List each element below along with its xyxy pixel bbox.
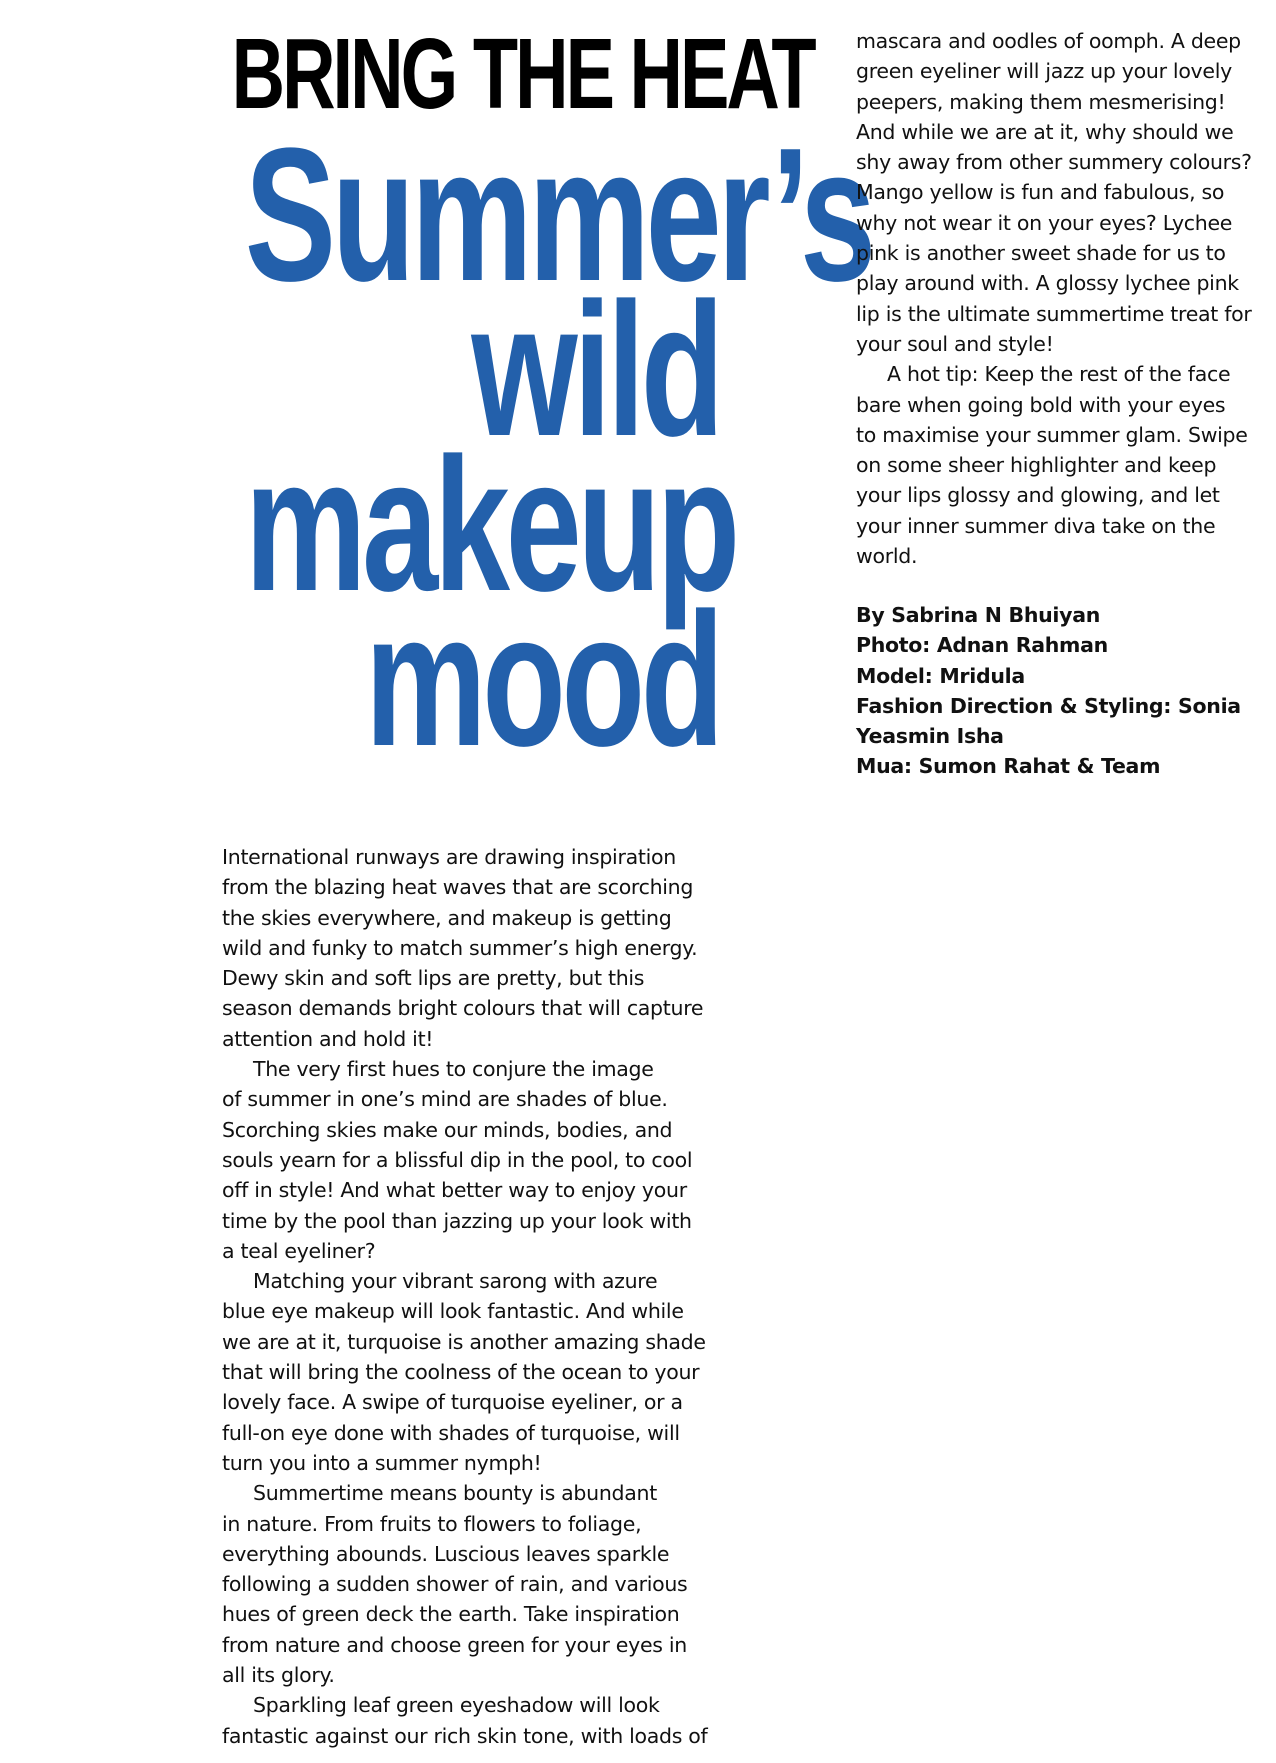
credit-line: Mua: Sumon Rahat & Team xyxy=(856,754,1161,779)
body-text-line: lovely face. A swipe of turquoise eyeliner, or a xyxy=(222,1390,683,1415)
body-text-line: all its glory. xyxy=(222,1663,335,1688)
headline-block xyxy=(60,18,872,786)
body-text-line: The very first hues to conjure the image xyxy=(253,1057,654,1082)
body-text-line: to maximise your summer glam. Swipe xyxy=(856,422,1248,447)
body-text-line: time by the pool than jazzing up your look with xyxy=(222,1208,692,1233)
body-text-line: peepers, making them mesmerising! xyxy=(856,89,1226,114)
body-text-line: A hot tip: Keep the rest of the face xyxy=(887,362,1231,387)
body-text-line: why not wear it on your eyes? Lychee xyxy=(856,210,1233,235)
title-line: wild xyxy=(471,264,720,476)
body-text-line: Dewy skin and soft lips are pretty, but this xyxy=(222,966,645,991)
credit-line: Model: Mridula xyxy=(856,663,1025,688)
body-text-line: Summertime means bounty is abundant xyxy=(253,1481,657,1506)
body-text-line: Matching your vibrant sarong with azure xyxy=(253,1269,658,1294)
body-text-line: your lips glossy and glowing, and let xyxy=(856,483,1220,508)
article-body-left-column xyxy=(222,842,732,1751)
body-text-line: off in style! And what better way to enjoy your xyxy=(222,1178,687,1203)
body-text-line: hues of green deck the earth. Take inspiration xyxy=(222,1602,680,1627)
body-text-line: we are at it, turquoise is another amazing shade xyxy=(222,1329,706,1354)
body-text-line: attention and hold it! xyxy=(222,1026,434,1051)
body-text-line: in nature. From fruits to flowers to foliage, xyxy=(222,1511,642,1536)
title-line: makeup xyxy=(244,419,736,631)
body-text-line: Scorching skies make our minds, bodies, and xyxy=(222,1117,673,1142)
body-text-line: the skies everywhere, and makeup is getting xyxy=(222,905,672,930)
body-text-line: pink is another sweet shade for us to xyxy=(856,241,1226,266)
body-text-line: from the blazing heat waves that are scorching xyxy=(222,875,694,900)
body-text-line: of summer in one’s mind are shades of blue. xyxy=(222,1087,668,1112)
body-text-line: play around with. A glossy lychee pink xyxy=(856,271,1239,296)
body-text-line: Sparkling leaf green eyeshadow will look xyxy=(253,1693,660,1718)
body-text-line: your soul and style! xyxy=(856,331,1054,356)
body-text-line: shy away from other summery colours? xyxy=(856,150,1252,175)
body-text-line: Mango yellow is fun and fabulous, so xyxy=(856,180,1225,205)
body-text-line: blue eye makeup will look fantastic. And while xyxy=(222,1299,684,1324)
body-text-line: wild and funky to match summer’s high energy. xyxy=(222,935,698,960)
kicker-heading: BRING THE HEAT xyxy=(231,18,814,130)
body-text-line: season demands bright colours that will capture xyxy=(222,996,704,1021)
body-text-line: everything abounds. Luscious leaves sparkle xyxy=(222,1541,670,1566)
body-text-line: fantastic against our rich skin tone, with loads of xyxy=(222,1723,708,1748)
body-text-line: bare when going bold with your eyes xyxy=(856,392,1226,417)
body-text-line: souls yearn for a blissful dip in the pool, to cool xyxy=(222,1147,693,1172)
body-text-line: turn you into a summer nymph! xyxy=(222,1450,542,1475)
body-text-line: that will bring the coolness of the ocean to your xyxy=(222,1360,700,1385)
body-text-line: mascara and oodles of oomph. A deep xyxy=(856,29,1241,53)
title-line: mood xyxy=(364,574,720,786)
credit-line: Yeasmin Isha xyxy=(856,724,1004,749)
body-text-line: your inner summer diva take on the xyxy=(856,513,1216,538)
article-credits xyxy=(856,600,1271,782)
title-line: Summer’s xyxy=(244,109,872,321)
body-text-line: world. xyxy=(856,544,918,569)
body-text-line: following a sudden shower of rain, and various xyxy=(222,1572,688,1597)
article-title xyxy=(60,109,872,786)
body-text-line: full-on eye done with shades of turquoise, will xyxy=(222,1420,680,1445)
article-body-right-column xyxy=(856,26,1271,571)
body-text-line: from nature and choose green for your eyes in xyxy=(222,1632,687,1657)
body-text-line: green eyeliner will jazz up your lovely xyxy=(856,59,1232,84)
credit-line: Photo: Adnan Rahman xyxy=(856,633,1108,658)
body-text-line: International runways are drawing inspiration xyxy=(222,845,676,869)
credit-line: Fashion Direction & Styling: Sonia xyxy=(856,693,1241,718)
body-text-line: a teal eyeliner? xyxy=(222,1238,376,1263)
body-text-line: And while we are at it, why should we xyxy=(856,119,1234,144)
body-text-line: lip is the ultimate summertime treat for xyxy=(856,301,1252,326)
credit-line: By Sabrina N Bhuiyan xyxy=(856,603,1101,627)
body-text-line: on some sheer highlighter and keep xyxy=(856,453,1217,478)
